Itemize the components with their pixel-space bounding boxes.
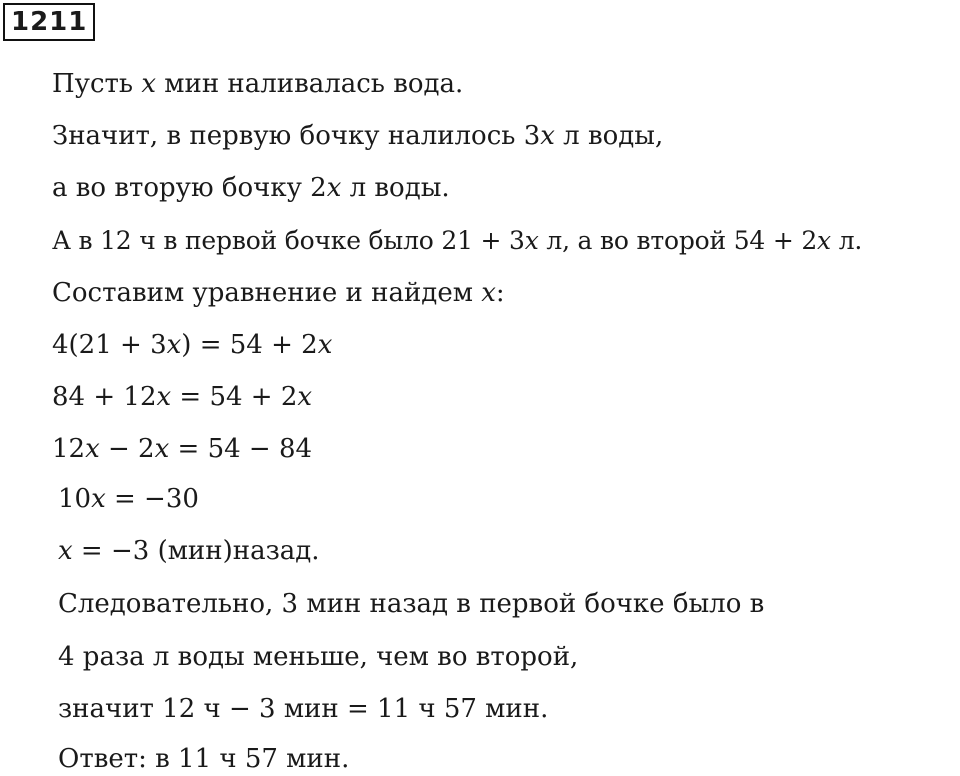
solution-line-3: а во вторую бочку 2𝑥 л воды.: [52, 173, 450, 203]
equation-line-5: 𝑥 = −3 (мин)назад.: [58, 536, 320, 566]
conclusion-line-3: значит 12 ч − 3 мин = 11 ч 57 мин.: [58, 694, 549, 724]
conclusion-line-2: 4 раза л воды меньше, чем во второй,: [58, 642, 579, 672]
equation-line-2: 84 + 12𝑥 = 54 + 2𝑥: [52, 382, 313, 412]
solution-line-2: Значит, в первую бочку налилось 3𝑥 л воды,: [52, 121, 664, 151]
equation-line-3: 12𝑥 − 2𝑥 = 54 − 84: [52, 434, 313, 464]
solution-line-1: Пусть 𝑥 мин наливалась вода.: [52, 69, 464, 99]
equation-line-1: 4(21 + 3𝑥) = 54 + 2𝑥: [52, 330, 333, 360]
solution-line-5: Составим уравнение и найдем 𝑥:: [52, 278, 505, 308]
problem-number-box: 1211: [3, 3, 95, 41]
answer-line: Ответ: в 11 ч 57 мин.: [58, 744, 350, 774]
equation-line-4: 10𝑥 = −30: [58, 484, 199, 514]
conclusion-line-1: Следовательно, 3 мин назад в первой бочке было в: [58, 589, 765, 619]
solution-line-4: А в 12 ч в первой бочке было 21 + 3𝑥 л, а во второй 54 + 2𝑥 л.: [52, 226, 863, 255]
